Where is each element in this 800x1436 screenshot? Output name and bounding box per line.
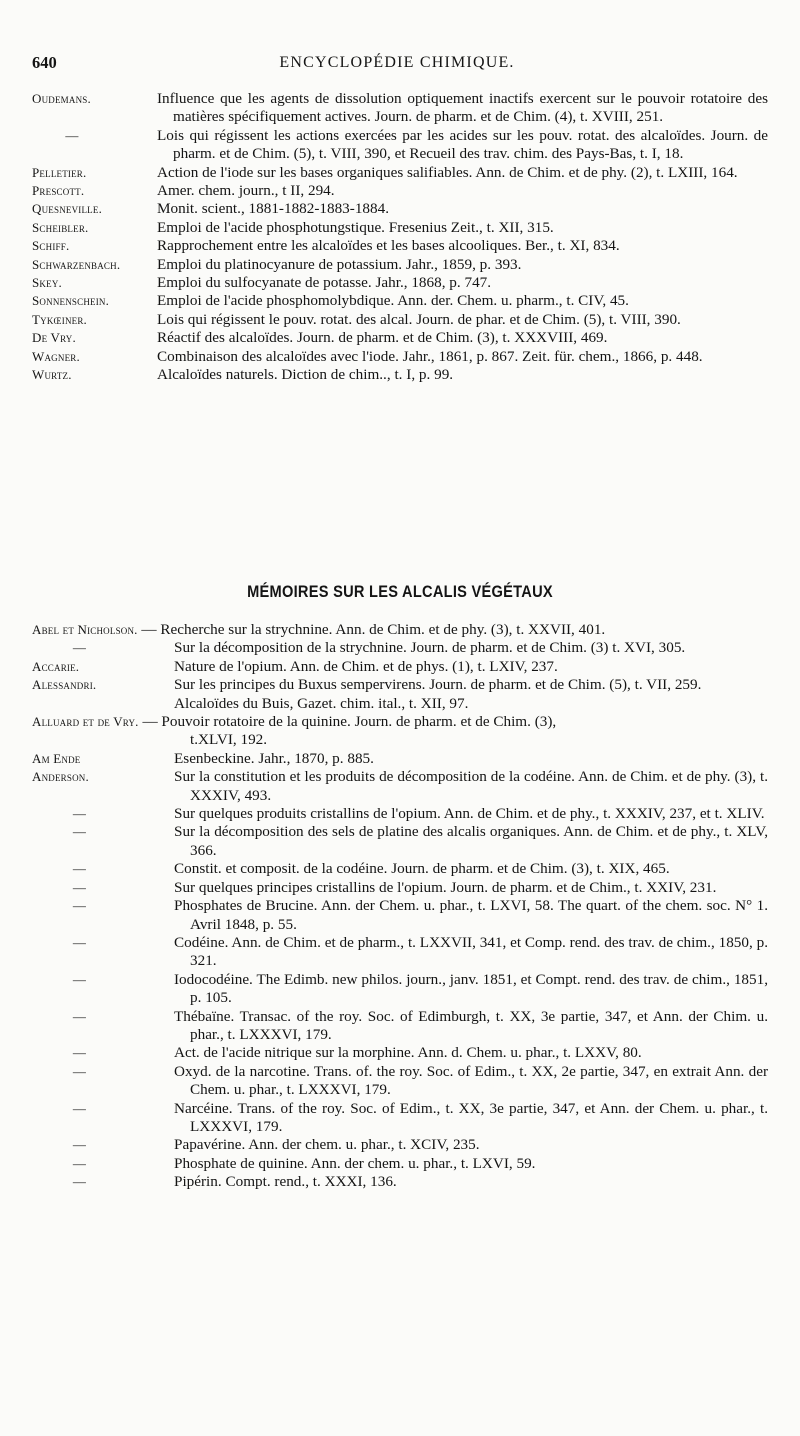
entry-text: Esenbeckine. Jahr., 1870, p. 885. bbox=[174, 749, 374, 767]
list-item bbox=[32, 127, 768, 164]
entry-text: Act. de l'acide nitrique sur la morphine. Ann. d. Chem. u. phar., t. LXXV, 80. bbox=[174, 1044, 642, 1062]
list-item bbox=[32, 658, 768, 676]
entry-text: Emploi du platinocyanure de potassium. Jahr., 1859, p. 393. bbox=[157, 255, 522, 273]
entry-author: Tykœiner. bbox=[32, 311, 87, 327]
entry-text: Emploi de l'acide phosphomolybdique. Ann. der. Chem. u. pharm., t. CIV, 45. bbox=[157, 292, 629, 310]
entry-text: Oxyd. de la narcotine. Trans. of. the roy. Soc. of Edim., t. XX, 2e partie, 347, en extrait Ann. der Chem. u. phar., t. LXXXVI, 179. bbox=[174, 1062, 768, 1099]
entry-text: Pipérin. Compt. rend., t. XXXI, 136. bbox=[174, 1173, 397, 1191]
entry-author: — bbox=[72, 1174, 87, 1190]
entry-text: Amer. chem. journ., t II, 294. bbox=[157, 182, 335, 200]
entry-text: Sur la décomposition de la strychnine. Journ. de pharm. et de Chim. (3) t. XVI, 305. bbox=[174, 639, 686, 657]
entry-text: Alcaloïdes du Buis, Gazet. chim. ital., t. XII, 97. bbox=[174, 694, 469, 712]
list-item bbox=[32, 879, 768, 897]
list-item bbox=[32, 311, 768, 329]
list-item bbox=[32, 90, 768, 127]
entry-text: Action de l'iode sur les bases organiques salifiables. Ann. de Chim. et de phy. (2), t. LXIII, 164. bbox=[157, 163, 738, 181]
entry-text: Iodocodéine. The Edimb. new philos. journ., janv. 1851, et Compt. rend. des trav. de chim., 1851, p. 105. bbox=[174, 970, 768, 1007]
list-item bbox=[32, 366, 768, 384]
entry-text: Thébaïne. Transac. of the roy. Soc. of Edimburgh, t. XX, 3e partie, 347, et Ann. der Chim. u. phar., t. LXXXVI, 179. bbox=[174, 1007, 768, 1043]
entry-author: — bbox=[72, 898, 87, 914]
list-item bbox=[32, 934, 768, 971]
memoirs-list bbox=[32, 621, 768, 1192]
entry-text: Sur quelques principes cristallins de l'opium. Journ. de pharm. et de Chim., t. XXIV, 231. bbox=[174, 878, 717, 896]
page-number: 640 bbox=[32, 53, 57, 72]
list-item bbox=[32, 1100, 768, 1137]
entry-continuation: t.XLVI, 192. bbox=[190, 731, 268, 749]
entry-text: Emploi du sulfocyanate de potasse. Jahr., 1868, p. 747. bbox=[157, 274, 492, 292]
list-item bbox=[32, 1136, 768, 1154]
list-item bbox=[32, 897, 768, 934]
entry-text: Constit. et composit. de la codéine. Journ. de pharm. et de Chim. (3), t. XIX, 465. bbox=[174, 860, 670, 878]
entry-author: Alluard et de Vry. bbox=[32, 714, 139, 730]
list-item bbox=[32, 1044, 768, 1062]
entry-text: Nature de l'opium. Ann. de Chim. et de phys. (1), t. LXIV, 237. bbox=[174, 657, 558, 675]
list-item bbox=[32, 256, 768, 274]
entry-author: Oudemans. bbox=[32, 91, 91, 106]
list-item bbox=[32, 200, 768, 218]
entry-author: Am Ende bbox=[32, 750, 81, 766]
list-item bbox=[32, 292, 768, 310]
list-item bbox=[32, 805, 768, 823]
entry-author: Alessandri. bbox=[32, 677, 97, 693]
entry-text: Phosphates de Brucine. Ann. der Chem. u. phar., t. LXVI, 58. The quart. of the chem. soc. N° 1. Avril 1848, p. 55. bbox=[174, 897, 768, 933]
section-heading: MÉMOIRES SUR LES ALCALIS VÉGÉTAUX bbox=[247, 582, 553, 601]
entry-author: — bbox=[72, 640, 87, 656]
entry-text: Sur la décomposition des sels de platine des alcalis organiques. Ann. de Chim. et de phy., t. XLV, 366. bbox=[174, 823, 768, 859]
entry-author: — bbox=[72, 1045, 87, 1061]
entry-author: Wagner. bbox=[32, 348, 80, 364]
list-item bbox=[32, 1008, 768, 1045]
entry-text: Emploi de l'acide phosphotungstique. Fresenius Zeit., t. XII, 315. bbox=[157, 218, 554, 236]
entry-author: Sonnenschein. bbox=[32, 293, 110, 309]
entry-author: Wurtz. bbox=[32, 367, 72, 383]
entry-text: Sur la constitution et les produits de décomposition de la codéine. Ann. de Chim. et de phy. (3), t. XXXIV, 493. bbox=[174, 768, 768, 804]
entry-text: Alcaloïdes naturels. Diction de chim.., t. I, p. 99. bbox=[157, 366, 454, 384]
list-item bbox=[32, 676, 768, 694]
entry-author: — bbox=[72, 1100, 87, 1116]
entry-text: Lois qui régissent les actions exercées par les acides sur les pouv. rotat. des alcaloïdes. Journ. de pharm. et de Chim. (5), t. VIII, 390, et Recueil des trav. chim. des Pays-Bas, t. I, 18. bbox=[157, 126, 768, 163]
list-item bbox=[32, 219, 768, 237]
entry-author: Abel et Nicholson. bbox=[32, 622, 138, 637]
entry-text: Monit. scient., 1881-1882-1883-1884. bbox=[157, 200, 390, 218]
list-item bbox=[32, 750, 768, 768]
entry-author: — bbox=[72, 861, 87, 877]
entry-author: Prescott. bbox=[32, 183, 85, 199]
list-item bbox=[32, 971, 768, 1008]
list-item bbox=[32, 823, 768, 860]
list-item bbox=[32, 329, 768, 347]
entry-author: — bbox=[72, 934, 87, 950]
entry-author: Schiff. bbox=[32, 238, 70, 254]
list-item bbox=[32, 695, 768, 713]
list-item bbox=[32, 1155, 768, 1173]
entry-text: — Recherche sur la strychnine. Ann. de Chim. et de phy. (3), t. XXVII, 401. bbox=[141, 621, 606, 638]
entry-text: Sur les principes du Buxus sempervirens. Journ. de pharm. et de Chim. (5), t. VII, 259. bbox=[174, 676, 702, 694]
entry-author: — bbox=[72, 1137, 87, 1153]
entry-author: Skey. bbox=[32, 275, 62, 291]
entry-author: — bbox=[72, 971, 87, 987]
list-item bbox=[32, 639, 768, 657]
entry-text: Influence que les agents de dissolution optiquement inactifs exercent sur le pouvoir rotatoire des matières spécifiquement actives. Journ. de pharm. et de Chim. (4), t. XVIII, 251. bbox=[157, 90, 768, 126]
running-title: ENCYCLOPÉDIE CHIMIQUE. bbox=[279, 54, 515, 71]
list-item bbox=[32, 860, 768, 878]
entry-author: — bbox=[72, 879, 87, 895]
entry-text: Combinaison des alcaloïdes avec l'iode. Jahr., 1861, p. 867. Zeit. für. chem., 1866, p. 448. bbox=[157, 347, 703, 365]
entry-text: Sur quelques produits cristallins de l'opium. Ann. de Chim. et de phy., t. XXXIV, 237, et t. XLIV. bbox=[174, 805, 765, 823]
bibliography-list bbox=[32, 90, 768, 385]
list-item bbox=[32, 348, 768, 366]
entry-author: Pelletier. bbox=[32, 164, 87, 180]
entry-text: Narcéine. Trans. of the roy. Soc. of Edim., t. XX, 3e partie, 347, et Ann. der Chem. u. phar., t. LXXXVI, 179. bbox=[174, 1099, 768, 1135]
entry-text: Codéine. Ann. de Chim. et de pharm., t. LXXVII, 341, et Comp. rend. des trav. de chim., 1850, p. 321. bbox=[174, 933, 768, 970]
entry-text: — Pouvoir rotatoire de la quinine. Journ. de pharm. et de Chim. (3), bbox=[142, 713, 557, 731]
entry-author: — bbox=[65, 127, 79, 143]
entry-author: Anderson. bbox=[32, 769, 89, 785]
list-item bbox=[32, 768, 768, 805]
entry-author: Quesneville. bbox=[32, 201, 103, 217]
entry-author: De Vry. bbox=[32, 330, 76, 346]
list-item bbox=[32, 164, 768, 182]
entry-author: Accarie. bbox=[32, 658, 80, 674]
list-item bbox=[32, 621, 768, 639]
list-item bbox=[32, 182, 768, 200]
entry-author: — bbox=[72, 1063, 87, 1079]
list-item bbox=[32, 1173, 768, 1191]
list-item bbox=[32, 1063, 768, 1100]
entry-author: — bbox=[72, 1155, 87, 1171]
list-item bbox=[32, 237, 768, 255]
entry-text: Papavérine. Ann. der chem. u. phar., t. XCIV, 235. bbox=[174, 1136, 480, 1154]
page-header bbox=[32, 54, 762, 78]
entry-author: Scheibler. bbox=[32, 219, 89, 235]
list-item bbox=[32, 274, 768, 292]
entry-text: Réactif des alcaloïdes. Journ. de pharm. et de Chim. (3), t. XXXVIII, 469. bbox=[157, 329, 608, 347]
entry-text: Phosphate de quinine. Ann. der chem. u. phar., t. LXVI, 59. bbox=[174, 1154, 536, 1172]
entry-text: Lois qui régissent le pouv. rotat. des alcal. Journ. de phar. et de Chim. (5), t. VIII, 390. bbox=[157, 310, 681, 328]
list-item bbox=[32, 713, 768, 731]
entry-author: Schwarzenbach. bbox=[32, 256, 121, 272]
entry-author: — bbox=[72, 824, 87, 840]
entry-author: — bbox=[72, 1008, 87, 1024]
entry-text: Rapprochement entre les alcaloïdes et les bases alcooliques. Ber., t. XI, 834. bbox=[157, 237, 620, 255]
entry-author: — bbox=[72, 806, 87, 822]
